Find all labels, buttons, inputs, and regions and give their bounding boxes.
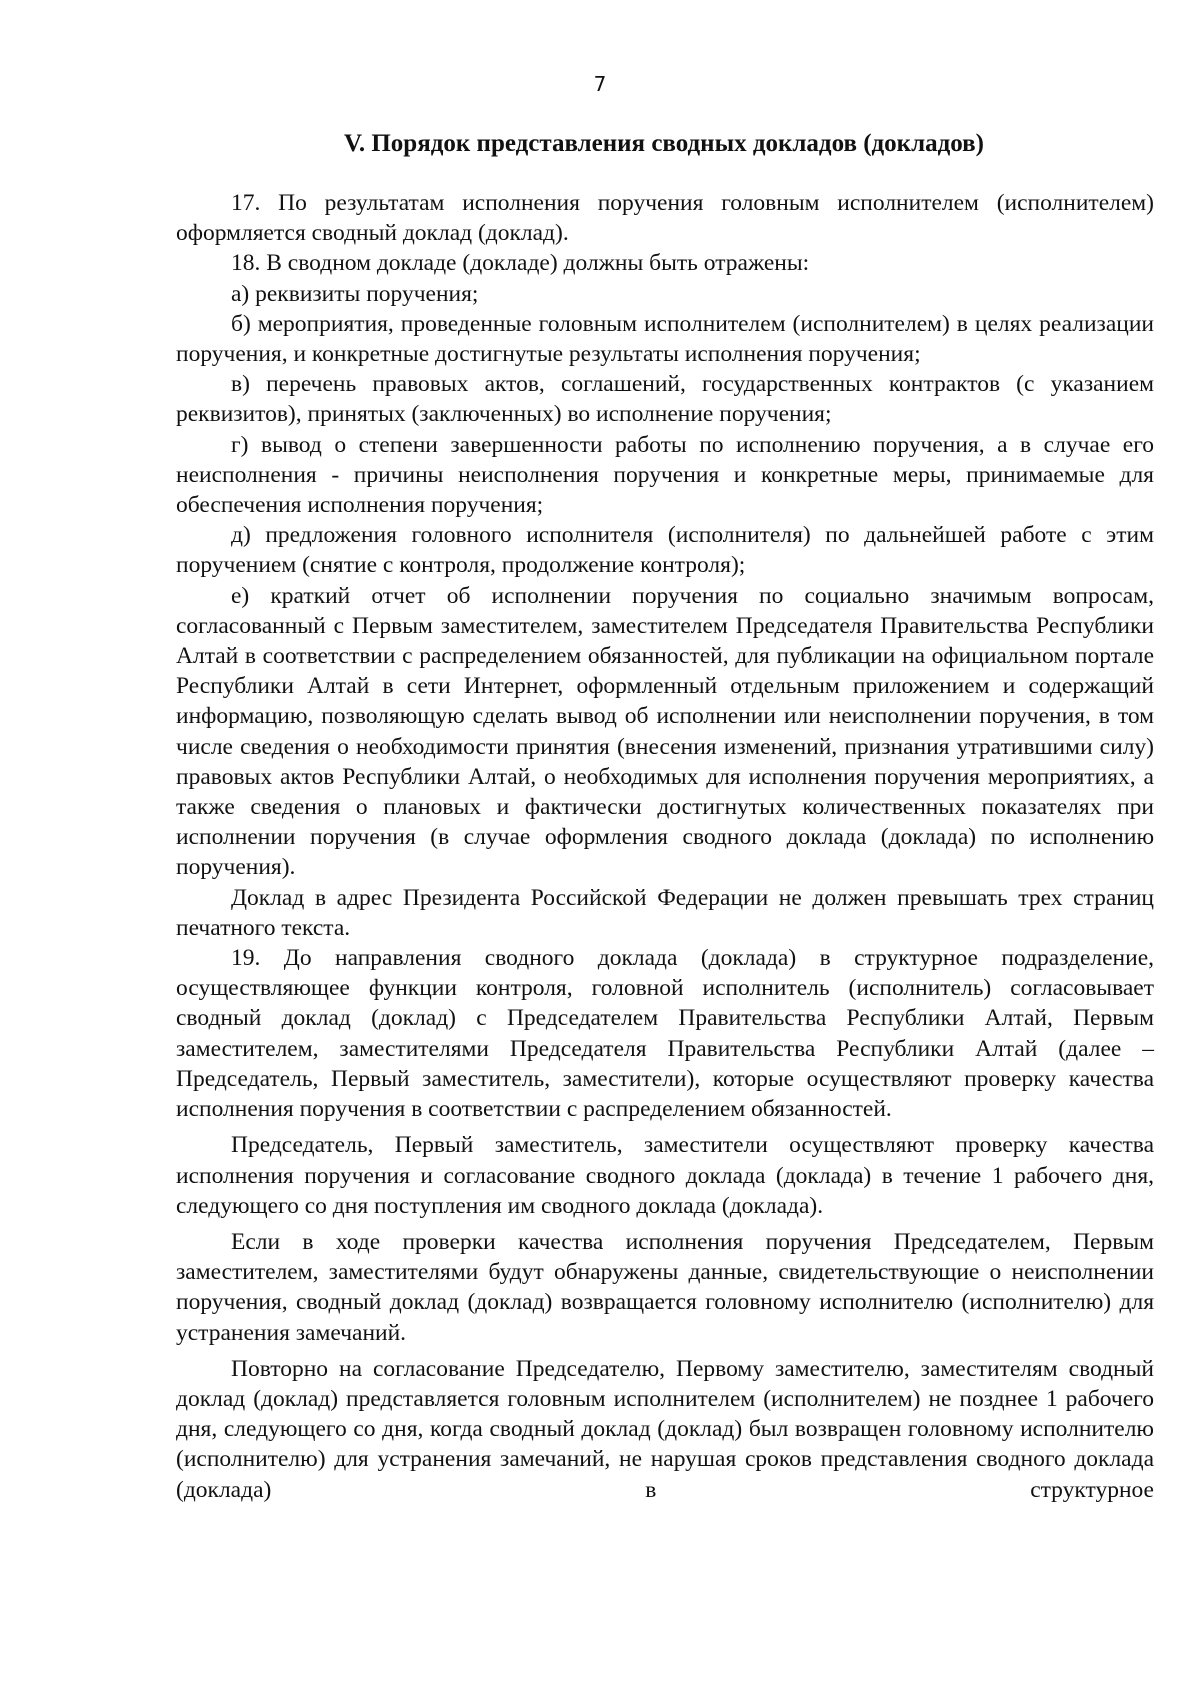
list-item-g: г) вывод о степени завершенности работы по исполнению поручения, а в случае его неисполнения - причины неисполнения поручения и конкретные меры, принимаемые для обеспечения исполнения поручения;	[176, 431, 1154, 519]
list-item-a: а) реквизиты поручения;	[231, 280, 479, 307]
section-title: V. Порядок представления сводных докладов (докладов)	[344, 130, 984, 157]
paragraph-resubmission: Повторно на согласование Председателю, Первому заместителю, заместителям сводный доклад (доклад) представляется головным исполнителем (исполнителем) не позднее 1 рабочего дня, следующего со дня, когда сводный доклад (доклад) был возвращен головному исполнителю (исполнителю) для устранения замечаний, не нарушая сроков представления сводного доклада (доклада) в структурное	[176, 1355, 1154, 1503]
paragraph-17: 17. По результатам исполнения поручения головным исполнителем (исполнителем) оформляется сводный доклад (доклад).	[176, 190, 1154, 247]
list-item-d: д) предложения головного исполнителя (исполнителя) по дальнейшей работе с этим поручением (снятие с контроля, продолжение контроля);	[176, 522, 1154, 579]
document-body	[176, 188, 1154, 1505]
page-number: 7	[593, 72, 607, 96]
list-item-b: б) мероприятия, проведенные головным исполнителем (исполнителем) в целях реализации поручения, и конкретные достигнутые результаты исполнения поручения;	[176, 310, 1154, 368]
paragraph-return-report: Если в ходе проверки качества исполнения поручения Председателем, Первым заместителем, заместителями будут обнаружены данные, свидетельствующие о неисполнении поручения, сводный доклад (доклад) возвращается головному исполнителю (исполнителю) для устранения замечаний.	[176, 1228, 1154, 1346]
paragraph-review-term: Председатель, Первый заместитель, заместители осуществляют проверку качества исполнения поручения и согласование сводного доклада (доклада) в течение 1 рабочего дня, следующего со дня поступления им сводного доклада (доклада).	[176, 1132, 1154, 1219]
paragraph-18: 18. В сводном докладе (докладе) должны быть отражены:	[231, 250, 810, 277]
paragraph-19: 19. До направления сводного доклада (доклада) в структурное подразделение, осуществляющее функции контроля, головной исполнитель (исполнитель) согласовывает сводный доклад (доклад) с Председателем Правительства Республики Алтай, Первым заместителем, заместителями Председателя Правительства Республики Алтай (далее – Председатель, Первый заместитель, заместители), которые осуществляют проверку качества исполнения поручения в соответствии с распределением обязанностей.	[176, 945, 1154, 1123]
paragraph-report-limit: Доклад в адрес Президента Российской Федерации не должен превышать трех страниц печатного текста.	[176, 884, 1154, 941]
list-item-e: е) краткий отчет об исполнении поручения по социально значимым вопросам, согласованный с Первым заместителем, заместителем Председателя Правительства Республики Алтай в соответствии с распределением обязанностей, для публикации на официальном портале Республики Алтай в сети Интернет, оформленный отдельным приложением и содержащий информацию, позволяющую сделать вывод об исполнении или неисполнении поручения, в том числе сведения о необходимости принятия (внесения изменений, признания утратившими силу) правовых актов Республики Алтай, о необходимых для исполнения поручения мероприятиях, а также сведения о плановых и фактически достигнутых количественных показателях при исполнении поручения (в случае оформления сводного доклада (доклада) по исполнению поручения).	[176, 582, 1154, 881]
list-item-v: в) перечень правовых актов, соглашений, государственных контрактов (с указанием реквизитов), принятых (заключенных) во исполнение поручения;	[176, 371, 1154, 428]
